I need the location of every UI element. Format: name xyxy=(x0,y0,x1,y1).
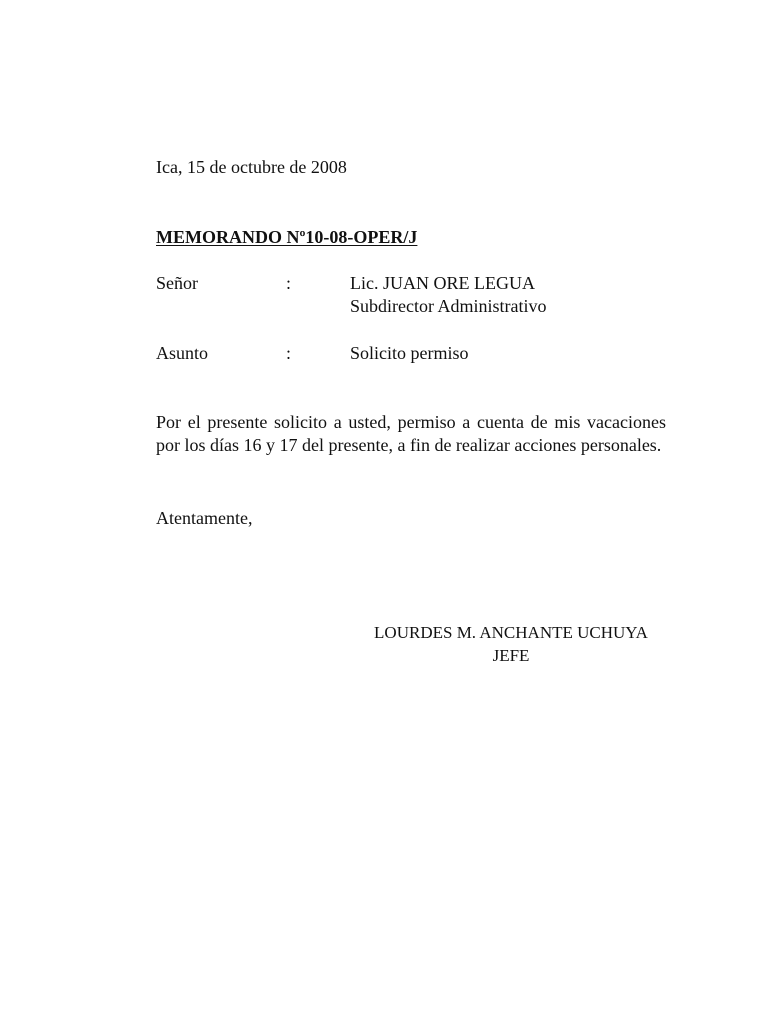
body-paragraph: Por el presente solicito a usted, permiso a cuenta de mis vacaciones por los días 16 y 17 del presente, a fin de realizar acciones personales. xyxy=(156,412,666,455)
signature-title: JEFE xyxy=(492,646,530,665)
signature-block xyxy=(356,621,666,667)
subject-label: Asunto xyxy=(156,343,209,363)
subject-colon: : xyxy=(286,343,292,363)
subject-row xyxy=(156,342,666,388)
recipient-label: Señor xyxy=(156,273,198,293)
memo-title: MEMORANDO Nº10-08-OPER/J xyxy=(156,227,418,247)
closing-line: Atentamente, xyxy=(156,508,253,528)
date-line: Ica, 15 de octubre de 2008 xyxy=(156,157,347,177)
recipient-colon: : xyxy=(286,273,292,293)
recipient-row xyxy=(156,272,666,318)
subject-value: Solicito permiso xyxy=(350,343,469,363)
recipient-value xyxy=(350,272,546,318)
recipient-position: Subdirector Administrativo xyxy=(350,296,547,316)
signature-name: LOURDES M. ANCHANTE UCHUYA xyxy=(374,623,648,642)
recipient-name: Lic. JUAN ORE LEGUA xyxy=(350,273,535,293)
